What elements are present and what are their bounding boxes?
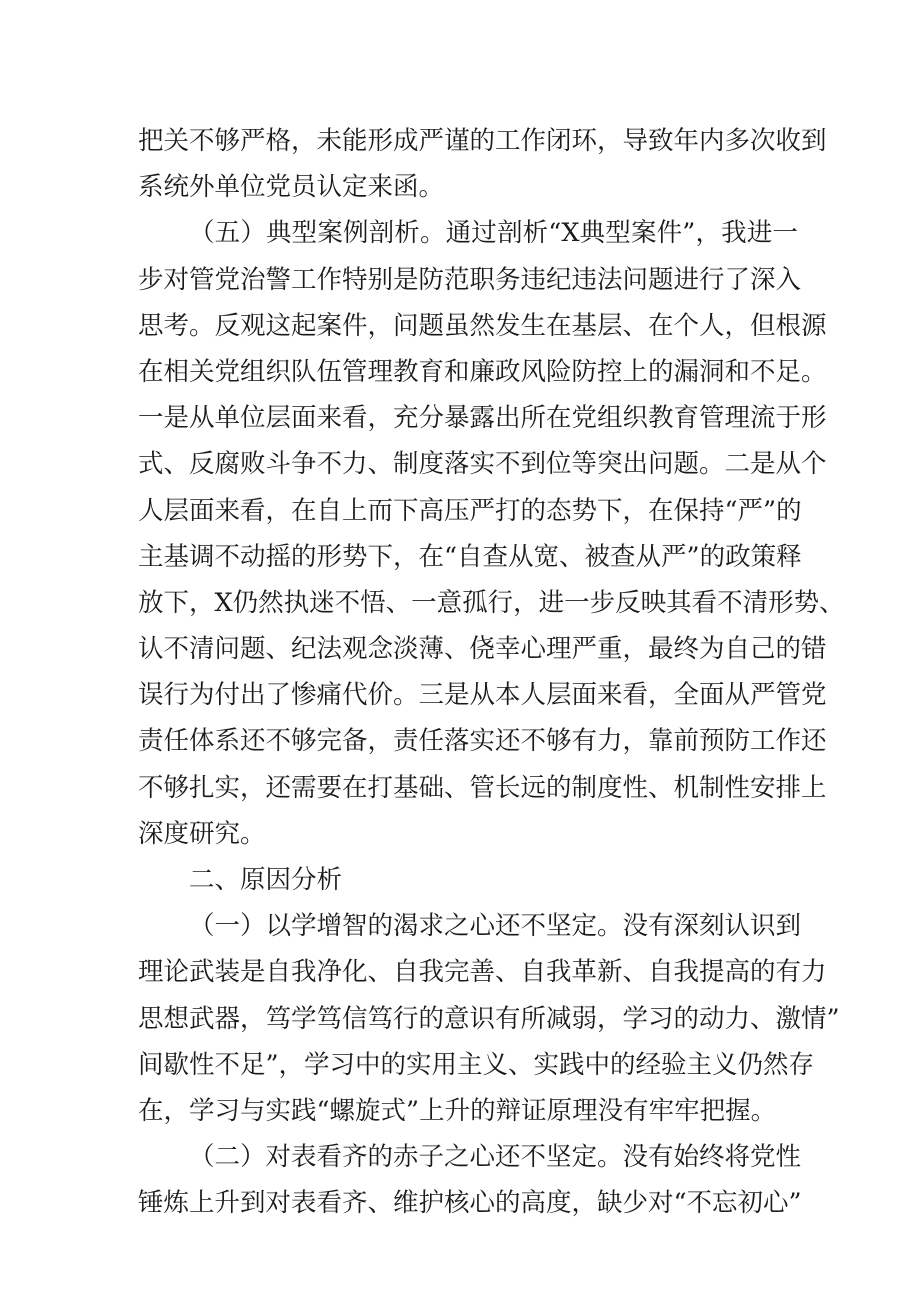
text-line: 在相关党组织队伍管理教育和廉政风险防控上的漏洞和不足。 [138, 356, 827, 387]
text-line: 思考。反观这起案件，问题虽然发生在基层、在个人，但根源 [138, 310, 827, 341]
text-line: 系统外单位党员认定来函。 [138, 172, 445, 203]
text-line: 二、原因分析 [189, 865, 343, 895]
text-line: 式、反腐败斗争不力、制度落实不到位等突出问题。二是从个 [138, 449, 827, 480]
text-line: 在，学习与实践“螺旋式”上升的辩证原理没有牢牢把握。 [138, 1095, 777, 1126]
text-line: 深度研究。 [138, 818, 266, 849]
text-line: 认不清问题、纪法观念淡薄、侥幸心理严重，最终为自己的错 [138, 634, 827, 665]
text-line: 间歇性不足”，学习中的实用主义、实践中的经验主义仍然存 [138, 1049, 815, 1080]
text-line: 理论武装是自我净化、自我完善、自我革新、自我提高的有力 [138, 957, 827, 988]
text-line: 责任体系还不够完备，责任落实还不够有力，靠前预防工作还 [138, 726, 827, 757]
text-line: （五）典型案例剖析。通过剖析“X典型案件”，我进一 [189, 218, 798, 249]
body-text [138, 118, 845, 1227]
text-line: 一是从单位层面来看，充分暴露出所在党组织教育管理流于形 [138, 403, 827, 434]
text-line: 主基调不动摇的形势下，在“自查从宽、被查从严”的政策释 [138, 541, 802, 572]
text-line: 锤炼上升到对表看齐、维护核心的高度，缺少对“不忘初心” [138, 1188, 802, 1219]
text-line: 步对管党治警工作特别是防范职务违纪违法问题进行了深入 [138, 264, 802, 295]
text-line: 把关不够严格，未能形成严谨的工作闭环，导致年内多次收到 [138, 126, 827, 156]
text-line: 放下，X仍然执迷不悟、一意孤行，进一步反映其看不清形势、 [138, 587, 845, 618]
text-line: （一）以学增智的渴求之心还不坚定。没有深刻认识到 [189, 911, 802, 942]
text-line: 思想武器，笃学笃信笃行的意识有所减弱，学习的动力、激情” [138, 1003, 840, 1034]
text-line: （二）对表看齐的赤子之心还不坚定。没有始终将党性 [189, 1142, 802, 1173]
text-line: 不够扎实，还需要在打基础、管长远的制度性、机制性安排上 [138, 772, 827, 803]
text-line: 人层面来看，在自上而下高压严打的态势下，在保持“严”的 [138, 495, 802, 526]
text-line: 误行为付出了惨痛代价。三是从本人层面来看，全面从严管党 [138, 680, 827, 711]
